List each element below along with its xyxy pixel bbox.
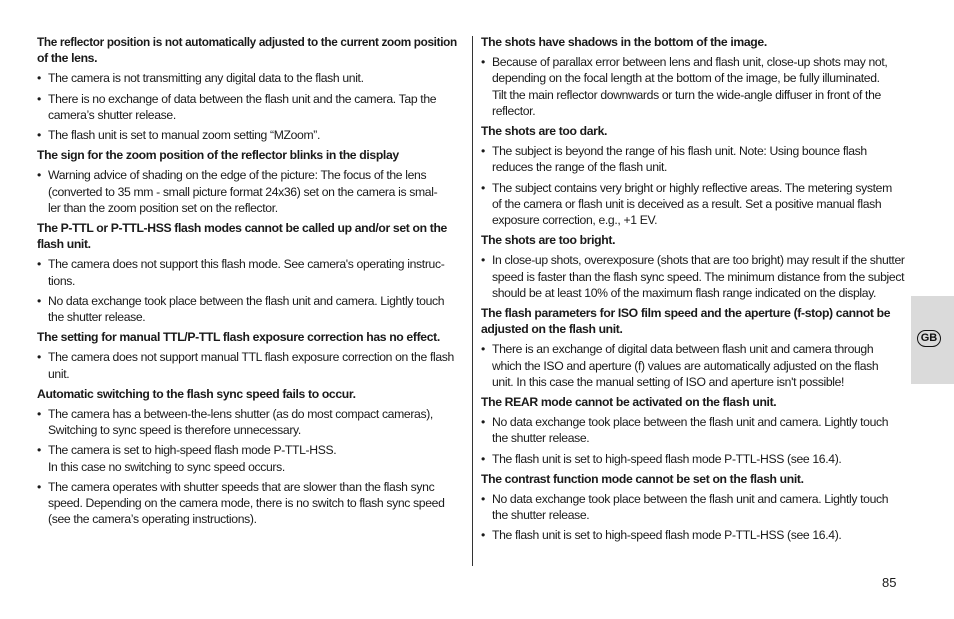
bullet-line: depending on the focal length at the bottom of the image, be fully illuminated. [492, 71, 880, 86]
bullet-item [37, 349, 469, 381]
bullet-item [37, 406, 469, 438]
section [481, 471, 909, 544]
section-heading [37, 147, 469, 163]
bullet-line: • No data exchange took place between the flash unit and camera. Lightly touch [48, 293, 445, 308]
bullet-line: • Because of parallax error between lens and flash unit, close-up shots may not, [492, 55, 888, 70]
bullet-line: • The camera does not support manual TTL flash exposure correction on the flash [48, 350, 454, 365]
bullet-line: camera’s shutter release. [48, 107, 176, 122]
section-heading [481, 305, 909, 337]
section [481, 305, 909, 390]
bullet-item [481, 54, 909, 119]
bullet-line: Switching to sync speed is therefore unnecessary. [48, 423, 301, 438]
bullet-item [37, 127, 469, 143]
bullet-line: • No data exchange took place between the flash unit and camera. Lightly touch [492, 415, 889, 430]
heading-line: The sign for the zoom position of the reflector blinks in the display [37, 148, 399, 163]
bullet-line: • There is no exchange of data between the flash unit and the camera. Tap the [48, 91, 437, 106]
bullet-line: ler than the zoom position set on the reflector. [48, 200, 278, 215]
bullet-line: tions. [48, 273, 76, 288]
section-heading [37, 329, 469, 345]
bullet-line: unit. In this case the manual setting of ISO and aperture isn't possible! [492, 374, 845, 389]
section [481, 34, 909, 119]
heading-line: The REAR mode cannot be activated on the flash unit. [481, 395, 777, 410]
section-heading [481, 471, 909, 487]
bullet-item [481, 491, 909, 523]
heading-line: The shots are too bright. [481, 233, 616, 248]
bullet-line: (see the camera’s operating instructions). [48, 512, 257, 527]
bullet-line: • There is an exchange of digital data between flash unit and camera through [492, 342, 874, 357]
bullet-item [37, 167, 469, 216]
bullet-line: • The subject is beyond the range of his flash unit. Note: Using bounce flash [492, 144, 867, 159]
bullet-line: the shutter release. [492, 431, 590, 446]
bullet-line: • The subject contains very bright or highly reflective areas. The metering system [492, 180, 892, 195]
bullet-line: reflector. [492, 103, 536, 118]
bullet-line: which the ISO and aperture (f) values are automatically adjusted on the flash [492, 358, 879, 373]
heading-line: The shots are too dark. [481, 124, 608, 139]
bullet-line: the shutter release. [48, 310, 146, 325]
bullet-line: unit. [48, 366, 70, 381]
section [37, 386, 469, 528]
bullet-line: exposure correction, e.g., +1 EV. [492, 213, 658, 228]
column-divider [472, 36, 473, 566]
heading-line: The contrast function mode cannot be set on the flash unit. [481, 471, 804, 486]
bullet-item [481, 451, 909, 467]
section [481, 394, 909, 467]
bullet-line: • Warning advice of shading on the edge of the picture: The focus of the lens [48, 168, 427, 183]
heading-line: Automatic switching to the flash sync speed fails to occur. [37, 386, 356, 401]
bullet-item [481, 341, 909, 390]
section-heading [481, 394, 909, 410]
bullet-item [37, 91, 469, 123]
bullet-line: • In close-up shots, overexposure (shots that are too bright) may result if the shutter [492, 253, 905, 268]
heading-line: of the lens. [37, 51, 98, 66]
heading-line: The shots have shadows in the bottom of the image. [481, 35, 767, 49]
section [481, 123, 909, 228]
bullet-item [481, 414, 909, 446]
bullet-line: reduces the range of the flash unit. [492, 160, 668, 175]
left-column [37, 34, 469, 531]
bullet-line: speed is faster than the flash sync speed. The minimum distance from the subject [492, 269, 905, 284]
gb-badge: GB [917, 330, 941, 347]
heading-line: The reflector position is not automatically adjusted to the current zoom position [37, 35, 457, 49]
bullet-item [37, 442, 469, 474]
bullet-line: • The camera does not support this flash mode. See camera's operating instruc- [48, 257, 445, 272]
bullet-line: should be at least 10% of the maximum flash range indicated on the display. [492, 285, 877, 300]
bullet-line: In this case no switching to sync speed occurs. [48, 459, 285, 474]
bullet-line: • The flash unit is set to high-speed flash mode P-TTL-HSS (see 16.4). [492, 528, 842, 543]
bullet-line: • The flash unit is set to high-speed flash mode P-TTL-HSS (see 16.4). [492, 451, 842, 466]
bullet-line: • The camera has a between-the-lens shutter (as do most compact cameras), [48, 407, 433, 422]
bullet-item [481, 527, 909, 543]
section-heading [37, 386, 469, 402]
bullet-line: of the camera or flash unit is deceived as a result. Set a positive manual flash [492, 196, 882, 211]
page-number: 85 [882, 575, 897, 590]
section-heading [481, 232, 909, 248]
bullet-line: (converted to 35 mm - small picture format 24x36) set on the camera is smal- [48, 184, 438, 199]
heading-line: The setting for manual TTL/P-TTL flash exposure correction has no effect. [37, 330, 440, 345]
section-heading [481, 34, 909, 50]
section-heading [481, 123, 909, 139]
bullet-line: • The camera operates with shutter speeds that are slower than the flash sync [48, 479, 435, 494]
section [37, 147, 469, 216]
bullet-item [481, 252, 909, 301]
bullet-line: • No data exchange took place between the flash unit and camera. Lightly touch [492, 492, 889, 507]
bullet-line: the shutter release. [492, 508, 590, 523]
right-column [481, 34, 909, 548]
heading-line: The P-TTL or P-TTL-HSS flash modes cannot be called up and/or set on the [37, 221, 447, 236]
bullet-item [37, 293, 469, 325]
section-heading [37, 220, 469, 252]
heading-line: flash unit. [37, 237, 91, 252]
bullet-line: • The camera is not transmitting any digital data to the flash unit. [48, 71, 364, 86]
heading-line: The flash parameters for ISO film speed and the aperture (f-stop) cannot be [481, 306, 891, 321]
section [37, 329, 469, 382]
bullet-line: • The flash unit is set to manual zoom setting “MZoom”. [48, 128, 321, 143]
bullet-line: speed. Depending on the camera mode, there is no switch to flash sync speed [48, 496, 445, 511]
bullet-item [37, 479, 469, 528]
bullet-line: Tilt the main reflector downwards or turn the wide-angle diffuser in front of the [492, 87, 881, 102]
section [37, 34, 469, 143]
bullet-item [481, 143, 909, 175]
section [37, 220, 469, 325]
bullet-item [37, 70, 469, 86]
heading-line: adjusted on the flash unit. [481, 322, 623, 337]
bullet-line: • The camera is set to high-speed flash mode P-TTL-HSS. [48, 443, 337, 458]
bullet-item [481, 180, 909, 229]
language-tab [911, 296, 954, 384]
section-heading [37, 34, 469, 66]
bullet-item [37, 256, 469, 288]
section [481, 232, 909, 301]
